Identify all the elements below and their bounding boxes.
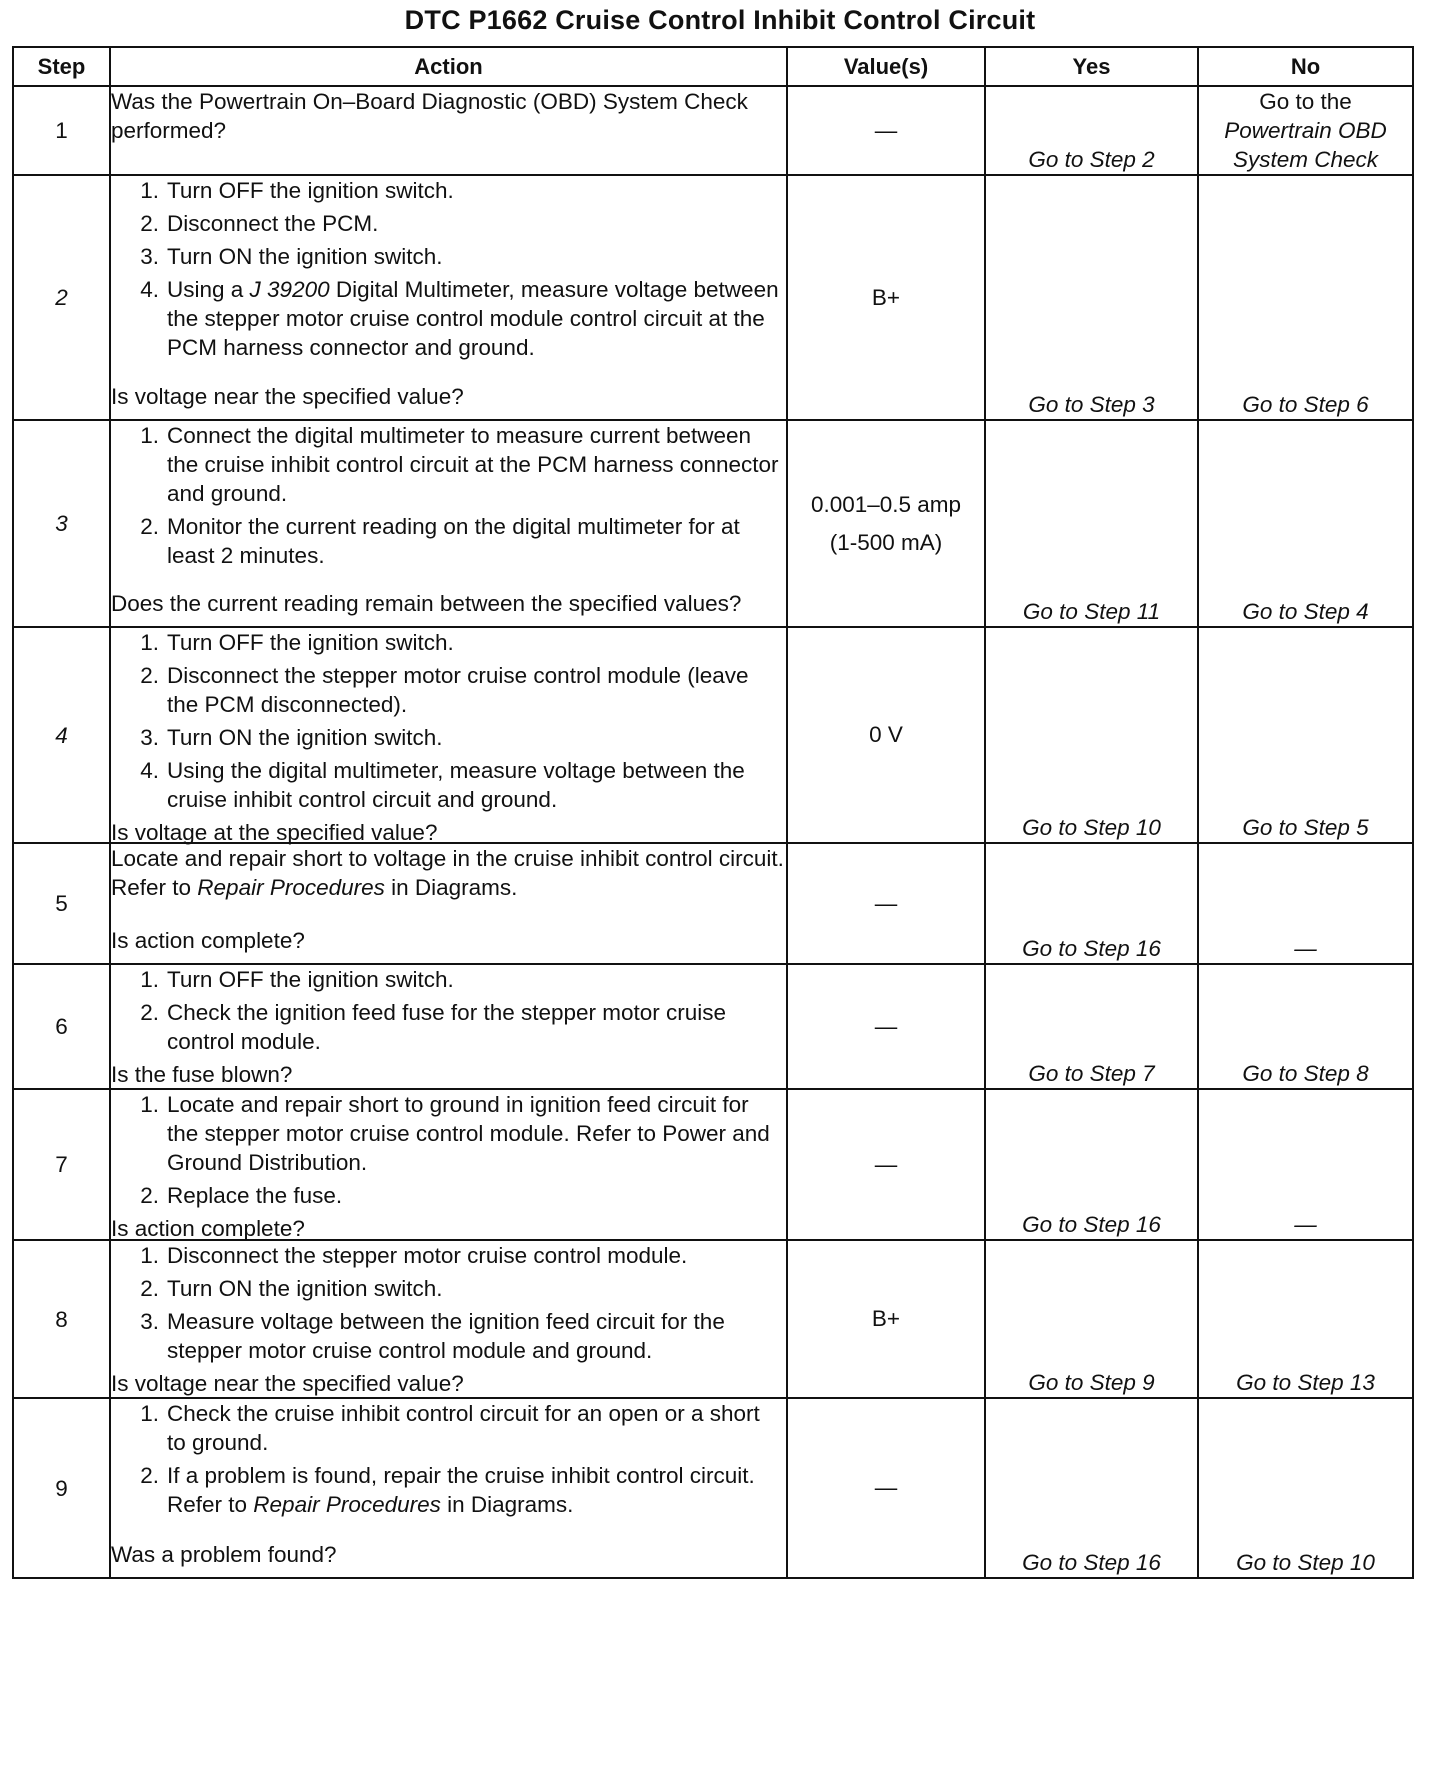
action-step-number: 3. xyxy=(140,725,159,750)
action-step-item xyxy=(111,275,786,362)
value-line: — xyxy=(874,1151,898,1177)
no-action: Go to Step 8 xyxy=(1198,964,1413,1089)
yes-action: Go to Step 2 xyxy=(985,86,1198,175)
no-action-line: Go to the xyxy=(1259,89,1352,114)
action-step-number: 2. xyxy=(140,663,159,688)
yes-action: Go to Step 7 xyxy=(985,964,1198,1089)
action-cell xyxy=(110,627,787,843)
value-cell xyxy=(787,843,985,964)
action-step-text: Disconnect the PCM. xyxy=(167,211,379,236)
action-step-text: Turn OFF the ignition switch. xyxy=(167,178,454,203)
step-number: 9 xyxy=(13,1398,110,1578)
action-question: Is action complete? xyxy=(111,1216,305,1241)
action-intro-text: Locate and repair short to voltage in the cruise inhibit control circuit. Refer to xyxy=(111,846,784,900)
step-number: 7 xyxy=(13,1089,110,1240)
action-question: Is voltage near the specified value? xyxy=(111,384,464,409)
header-values: Value(s) xyxy=(787,47,985,86)
action-cell xyxy=(110,843,787,964)
no-action xyxy=(1198,86,1413,175)
action-step-number: 2. xyxy=(140,1463,159,1488)
table-row xyxy=(13,420,1413,627)
action-step-number: 2. xyxy=(140,211,159,236)
action-step-text: Turn ON the ignition switch. xyxy=(167,1276,443,1301)
action-content xyxy=(111,176,786,411)
action-intro: Was the Powertrain On–Board Diagnostic (OBD) System Check performed? xyxy=(111,89,748,143)
no-action: Go to Step 4 xyxy=(1198,420,1413,627)
action-step-text: Disconnect the stepper motor cruise control module. xyxy=(167,1243,688,1268)
value-cell xyxy=(787,86,985,175)
value-line: — xyxy=(874,117,898,143)
action-steps-list xyxy=(111,628,786,818)
action-step-text: Connect the digital multimeter to measure current between the cruise inhibit control circuit at the PCM harness connector and ground. xyxy=(167,423,779,506)
action-step-item xyxy=(111,421,786,508)
action-question: Was a problem found? xyxy=(111,1542,337,1567)
value-cell xyxy=(787,627,985,843)
action-step-number: 2. xyxy=(140,1276,159,1301)
step-number: 6 xyxy=(13,964,110,1089)
table-row xyxy=(13,1240,1413,1398)
action-content xyxy=(111,844,786,955)
step-number: 3 xyxy=(13,420,110,627)
action-cell xyxy=(110,1240,787,1398)
action-question: Is voltage near the specified value? xyxy=(111,1371,464,1396)
yes-action: Go to Step 10 xyxy=(985,627,1198,843)
action-intro-text: in Diagrams. xyxy=(384,875,518,900)
no-action-line: System Check xyxy=(1232,147,1379,172)
action-content xyxy=(111,628,786,845)
action-step-text: Turn ON the ignition switch. xyxy=(167,725,443,750)
action-step-number: 3. xyxy=(140,1309,159,1334)
step-number: 2 xyxy=(13,175,110,420)
action-step-item xyxy=(111,1307,786,1365)
action-step-reference: J 39200 xyxy=(249,277,330,302)
action-step-item xyxy=(111,242,786,271)
table-row xyxy=(13,1398,1413,1578)
no-action-line: Powertrain OBD xyxy=(1224,118,1387,143)
action-step-item xyxy=(111,628,786,657)
value-cell xyxy=(787,1398,985,1578)
step-number: 4 xyxy=(13,627,110,843)
value-cell xyxy=(787,1089,985,1240)
action-cell xyxy=(110,86,787,175)
action-step-number: 1. xyxy=(140,967,159,992)
action-cell xyxy=(110,1398,787,1578)
action-step-item xyxy=(111,512,786,570)
action-question: Is the fuse blown? xyxy=(111,1062,293,1087)
action-step-number: 1. xyxy=(140,423,159,448)
table-row xyxy=(13,843,1413,964)
table-row xyxy=(13,1089,1413,1240)
action-step-number: 2. xyxy=(140,1000,159,1025)
action-step-text: Disconnect the stepper motor cruise control module (leave the PCM disconnected). xyxy=(167,663,749,717)
no-action: Go to Step 5 xyxy=(1198,627,1413,843)
table-row xyxy=(13,964,1413,1089)
action-step-text: Turn ON the ignition switch. xyxy=(167,244,443,269)
action-step-text: Locate and repair short to ground in ignition feed circuit for the stepper motor cruise control module. Refer to Power and Ground Distribution. xyxy=(167,1092,770,1175)
step-number: 8 xyxy=(13,1240,110,1398)
action-step-item xyxy=(111,723,786,752)
yes-action: Go to Step 16 xyxy=(985,843,1198,964)
action-steps-list xyxy=(111,1399,786,1523)
action-step-item xyxy=(111,1090,786,1177)
action-cell xyxy=(110,420,787,627)
table-body xyxy=(13,86,1413,1578)
action-step-text: Turn OFF the ignition switch. xyxy=(167,967,454,992)
action-steps-list xyxy=(111,1241,786,1369)
yes-action: Go to Step 9 xyxy=(985,1240,1198,1398)
action-step-number: 1. xyxy=(140,1401,159,1426)
value-line: B+ xyxy=(871,284,901,310)
header-action: Action xyxy=(110,47,787,86)
action-content xyxy=(111,87,786,165)
action-step-item xyxy=(111,1461,786,1519)
diagnostic-table xyxy=(12,46,1414,1579)
action-step-text: Replace the fuse. xyxy=(167,1183,343,1208)
value-line: — xyxy=(874,1475,898,1500)
value-cell xyxy=(787,964,985,1089)
action-steps-list xyxy=(111,965,786,1060)
action-step-text: Measure voltage between the ignition feed circuit for the stepper motor cruise control module and ground. xyxy=(167,1309,725,1363)
header-no: No xyxy=(1198,47,1413,86)
action-step-text: Turn OFF the ignition switch. xyxy=(167,630,454,655)
action-step-number: 1. xyxy=(140,1092,159,1117)
table-row xyxy=(13,86,1413,175)
action-content xyxy=(111,1241,786,1396)
action-step-text: Check the ignition feed fuse for the stepper motor cruise control module. xyxy=(167,1000,727,1054)
action-content xyxy=(111,1090,786,1241)
action-step-item xyxy=(111,1181,786,1210)
value-line: — xyxy=(874,890,898,916)
action-step-item xyxy=(111,998,786,1056)
action-step-reference: Repair Procedures xyxy=(253,1492,441,1517)
action-step-text: Monitor the current reading on the digital multimeter for at least 2 minutes. xyxy=(167,514,740,568)
action-step-number: 1. xyxy=(140,178,159,203)
action-content xyxy=(111,421,786,618)
action-step-text-part: If a problem is found, repair the cruise inhibit control circuit. Refer to xyxy=(167,1463,755,1517)
header-step: Step xyxy=(13,47,110,86)
table-header-row xyxy=(13,47,1413,86)
action-cell xyxy=(110,964,787,1089)
action-question: Does the current reading remain between the specified values? xyxy=(111,591,742,616)
action-step-number: 1. xyxy=(140,630,159,655)
yes-action: Go to Step 11 xyxy=(985,420,1198,627)
action-question: Is action complete? xyxy=(111,928,305,953)
action-step-number: 4. xyxy=(140,277,159,302)
action-step-item xyxy=(111,1399,786,1457)
action-step-text xyxy=(167,1461,786,1519)
header-yes: Yes xyxy=(985,47,1198,86)
action-step-item xyxy=(111,965,786,994)
action-content xyxy=(111,1399,786,1569)
action-step-text: Check the cruise inhibit control circuit for an open or a short to ground. xyxy=(167,1401,760,1455)
value-cell xyxy=(787,175,985,420)
action-intro xyxy=(111,844,786,902)
action-step-number: 3. xyxy=(140,244,159,269)
yes-action: Go to Step 16 xyxy=(985,1398,1198,1578)
no-action: — xyxy=(1198,1089,1413,1240)
value-line: (1-500 mA) xyxy=(829,529,943,555)
value-cell xyxy=(787,420,985,627)
step-number: 5 xyxy=(13,843,110,964)
action-step-text xyxy=(167,275,786,362)
value-line: 0 V xyxy=(869,722,903,747)
action-step-number: 2. xyxy=(140,1183,159,1208)
yes-action: Go to Step 3 xyxy=(985,175,1198,420)
action-cell xyxy=(110,1089,787,1240)
action-steps-list xyxy=(111,421,786,574)
value-line: — xyxy=(874,1013,898,1039)
value-line: B+ xyxy=(871,1306,901,1331)
document-title: DTC P1662 Cruise Control Inhibit Control Circuit xyxy=(404,5,1036,35)
table-row xyxy=(13,175,1413,420)
action-intro-reference: Repair Procedures xyxy=(197,875,385,900)
action-step-number: 4. xyxy=(140,758,159,783)
action-step-item xyxy=(111,1274,786,1303)
value-cell xyxy=(787,1240,985,1398)
action-step-item xyxy=(111,661,786,719)
no-action: Go to Step 10 xyxy=(1198,1398,1413,1578)
action-steps-list xyxy=(111,1090,786,1214)
action-steps-list xyxy=(111,176,786,366)
no-action: Go to Step 6 xyxy=(1198,175,1413,420)
yes-action: Go to Step 16 xyxy=(985,1089,1198,1240)
action-step-text: Using the digital multimeter, measure voltage between the cruise inhibit control circuit and ground. xyxy=(167,758,745,812)
action-step-number: 1. xyxy=(140,1243,159,1268)
action-question: Is voltage at the specified value? xyxy=(111,820,438,845)
action-step-item xyxy=(111,176,786,205)
value-line: 0.001–0.5 amp xyxy=(810,491,962,517)
action-content xyxy=(111,965,786,1087)
action-step-text-part: Digital Multimeter, measure voltage between the stepper motor cruise control module control circuit at the PCM harness connector and ground. xyxy=(167,277,779,360)
action-step-text-part: in Diagrams. xyxy=(440,1492,574,1517)
no-action: — xyxy=(1198,843,1413,964)
action-step-item xyxy=(111,1241,786,1270)
action-cell xyxy=(110,175,787,420)
action-step-item xyxy=(111,756,786,814)
step-number: 1 xyxy=(13,86,110,175)
action-step-text-part: Using a xyxy=(167,277,250,302)
no-action: Go to Step 13 xyxy=(1198,1240,1413,1398)
action-step-item xyxy=(111,209,786,238)
action-step-number: 2. xyxy=(140,514,159,539)
table-row xyxy=(13,627,1413,843)
